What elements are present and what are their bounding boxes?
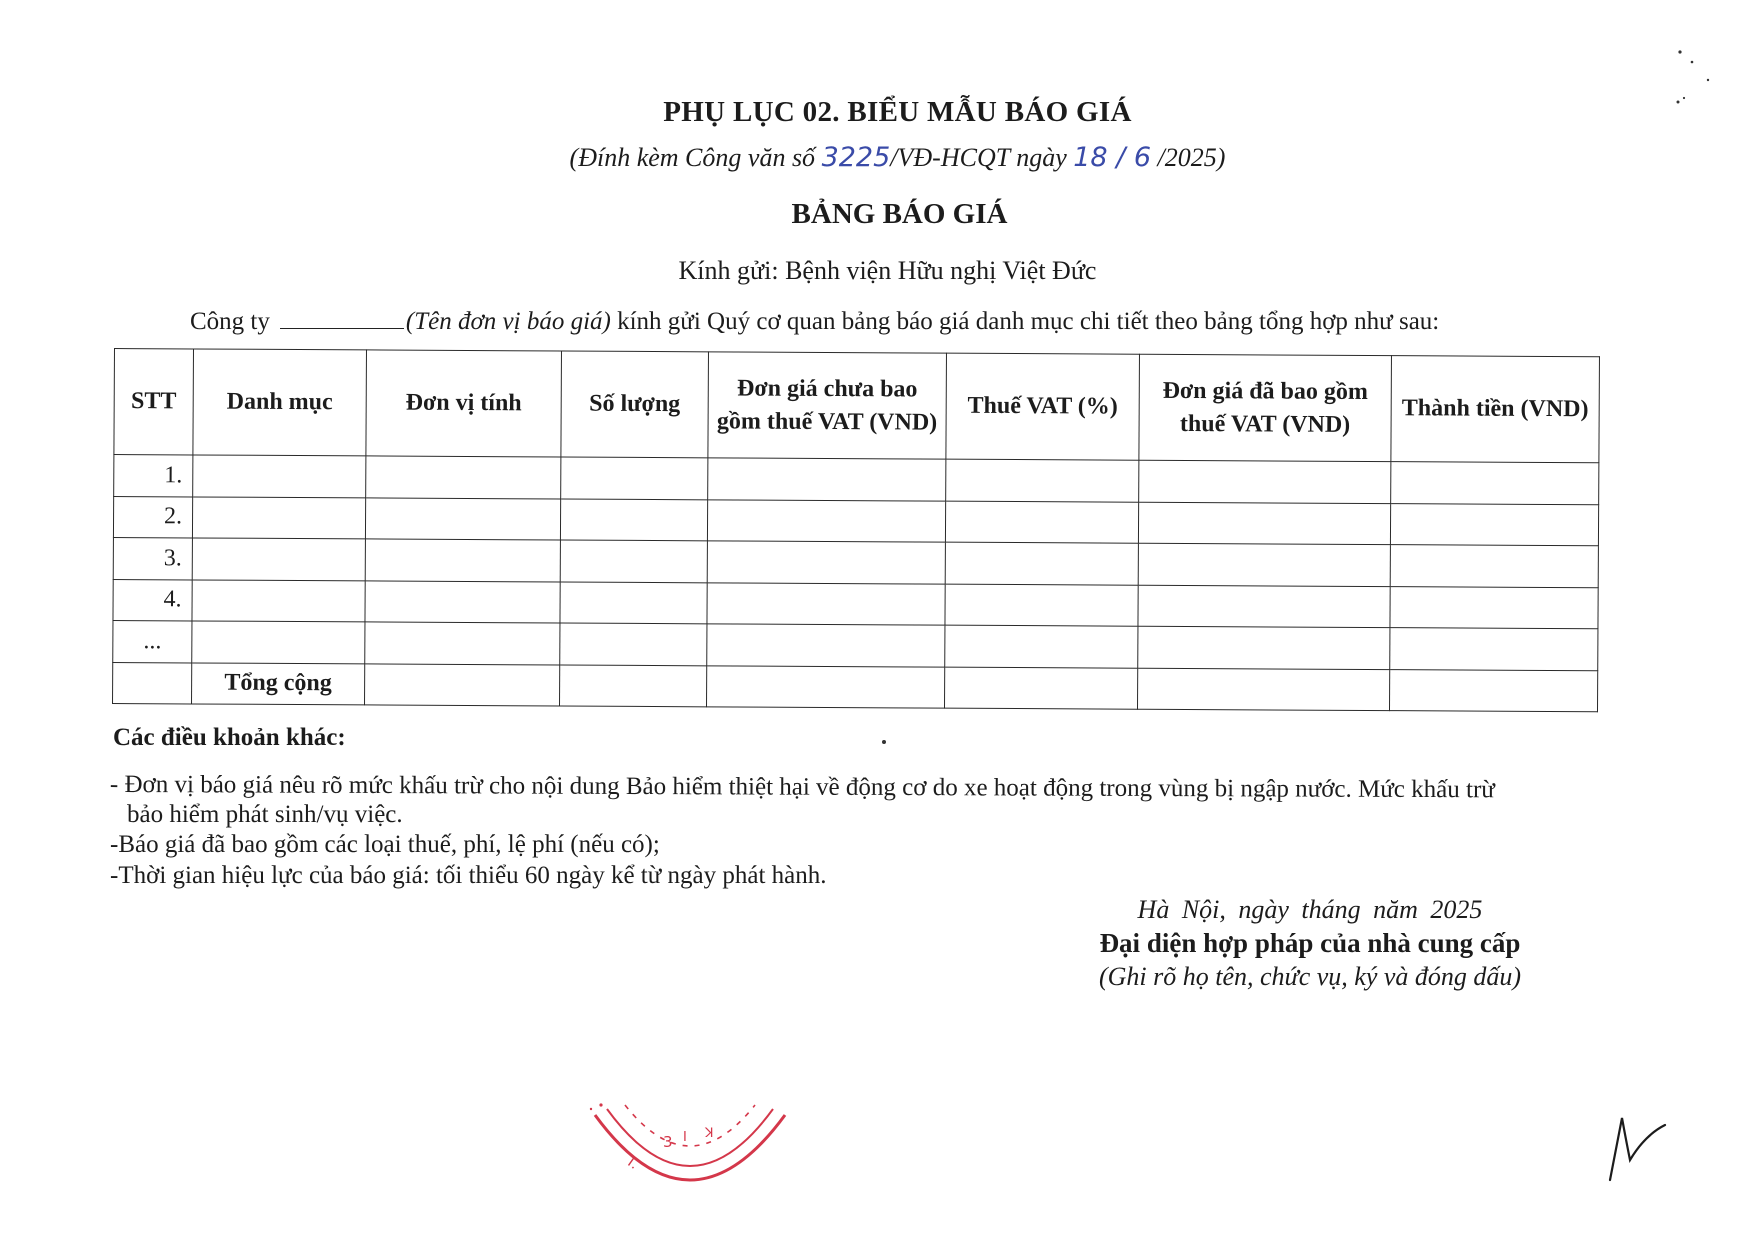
cell-price-excl	[707, 624, 945, 667]
term-item: -Thời gian hiệu lực của báo giá: tối thiểu 60 ngày kể từ ngày phát hành.	[110, 862, 827, 889]
cell-price-incl	[1138, 543, 1390, 586]
cell-quantity	[560, 664, 707, 706]
cell-item	[193, 455, 366, 497]
cell-quantity	[560, 540, 707, 582]
total-row	[113, 662, 1598, 712]
handwritten-initial	[1600, 1110, 1670, 1185]
term-item: -Báo giá đã bao gồm các loại thuế, phí, lệ phí (nếu có);	[110, 831, 660, 858]
cell-vat	[945, 501, 1138, 544]
cell-quantity	[561, 457, 708, 499]
header-item: Danh mục	[193, 349, 367, 456]
term-item: - Đơn vị báo giá nêu rõ mức khấu trừ cho nội dung Bảo hiểm thiệt hại về động cơ do xe hoạt động trong vùng bị ngập nước. Mức khấu trừ	[109, 771, 1495, 804]
cell-price-incl	[1138, 502, 1390, 545]
header-stt: STT	[114, 349, 194, 455]
header-price-incl-vat: Đơn giá đã bao gồm thuế VAT (VND)	[1139, 354, 1392, 461]
attachment-middle: /VĐ-HCQT ngày	[890, 143, 1074, 172]
term-item-continuation: bảo hiểm phát sinh/vụ việc.	[127, 801, 403, 828]
company-name-blank	[280, 306, 404, 329]
quote-table	[112, 348, 1600, 712]
red-stamp-partial	[585, 1095, 795, 1215]
header-quantity: Số lượng	[561, 351, 709, 458]
cell-price-incl	[1139, 460, 1391, 503]
svg-text:I: I	[683, 1130, 687, 1145]
cell-amount	[1390, 503, 1598, 546]
row-number: 1.	[114, 455, 193, 497]
terms-title: Các điều khoản khác:	[113, 724, 346, 751]
main-title: BẢNG BÁO GIÁ	[791, 198, 1008, 230]
cell-price-excl	[707, 582, 945, 625]
cell-unit	[365, 622, 560, 665]
cell-amount	[1390, 586, 1598, 629]
cell-vat	[945, 667, 1138, 710]
cell-amount	[1390, 628, 1598, 671]
handwritten-doc-number: 3225	[821, 142, 891, 173]
unit-placeholder: (Tên đơn vị báo giá)	[405, 308, 611, 335]
speck-mark	[882, 740, 886, 744]
header-amount: Thành tiền (VND)	[1391, 356, 1600, 463]
cell-amount	[1391, 462, 1599, 505]
svg-text:T.: T.	[622, 1153, 642, 1173]
cell-amount	[1390, 545, 1598, 588]
total-label: Tổng cộng	[192, 662, 365, 704]
signature-instruction: (Ghi rõ họ tên, chức vụ, ký và đóng dấu)	[1098, 962, 1522, 991]
svg-text:3: 3	[663, 1133, 673, 1151]
cell-vat	[945, 542, 1138, 585]
attachment-suffix: /2025)	[1151, 143, 1226, 172]
attachment-reference	[0, 142, 1755, 173]
cell-item	[192, 579, 365, 621]
cell-item	[192, 621, 365, 663]
cell-unit	[365, 580, 560, 623]
cell-item	[192, 538, 365, 580]
cell-price-excl	[708, 458, 946, 501]
scan-specks	[1670, 40, 1730, 130]
cell-quantity	[560, 581, 707, 623]
cell-vat	[946, 459, 1139, 502]
company-label: Công ty	[190, 308, 270, 335]
cell-quantity	[560, 498, 707, 540]
representative-label: Đại diện hợp pháp của nhà cung cấp	[1099, 928, 1521, 958]
row-number: ...	[113, 620, 192, 662]
cell-price-excl	[707, 541, 945, 584]
header-price-excl-vat: Đơn giá chưa bao gồm thuế VAT (VND)	[708, 352, 947, 459]
cell-empty	[113, 662, 192, 704]
cell-price-excl	[707, 499, 945, 542]
cell-vat	[945, 625, 1138, 668]
attachment-prefix: (Đính kèm Công văn số	[569, 143, 822, 172]
cell-price-incl	[1138, 585, 1390, 628]
intro-paragraph	[190, 306, 1439, 336]
cell-vat	[945, 584, 1138, 627]
cell-quantity	[560, 623, 707, 665]
appendix-title: PHỤ LỤC 02. BIỂU MẪU BÁO GIÁ	[663, 96, 1132, 128]
header-vat: Thuế VAT (%)	[946, 353, 1140, 460]
cell-item	[192, 496, 365, 538]
header-unit: Đơn vị tính	[366, 350, 562, 457]
place-date-line: Hà Nội, ngày tháng năm 2025	[1137, 895, 1483, 924]
cell-price-incl	[1137, 668, 1389, 711]
cell-unit	[366, 456, 561, 499]
recipient-line: Kính gửi: Bệnh viện Hữu nghị Việt Đức	[678, 256, 1097, 285]
row-number: 4.	[113, 579, 192, 621]
cell-price-excl	[707, 665, 945, 708]
cell-amount	[1389, 669, 1597, 712]
intro-text: kính gửi Quý cơ quan bảng báo giá danh mục chi tiết theo bảng tổng hợp như sau:	[617, 308, 1440, 335]
svg-text:ꓘ: ꓘ	[705, 1126, 714, 1141]
row-number: 3.	[113, 537, 192, 579]
cell-unit	[365, 663, 560, 706]
cell-price-incl	[1138, 626, 1390, 669]
cell-unit	[365, 539, 560, 582]
handwritten-date: 18 / 6	[1073, 142, 1152, 173]
table-header-row	[114, 349, 1600, 463]
cell-unit	[365, 497, 560, 540]
row-number: 2.	[113, 496, 192, 538]
